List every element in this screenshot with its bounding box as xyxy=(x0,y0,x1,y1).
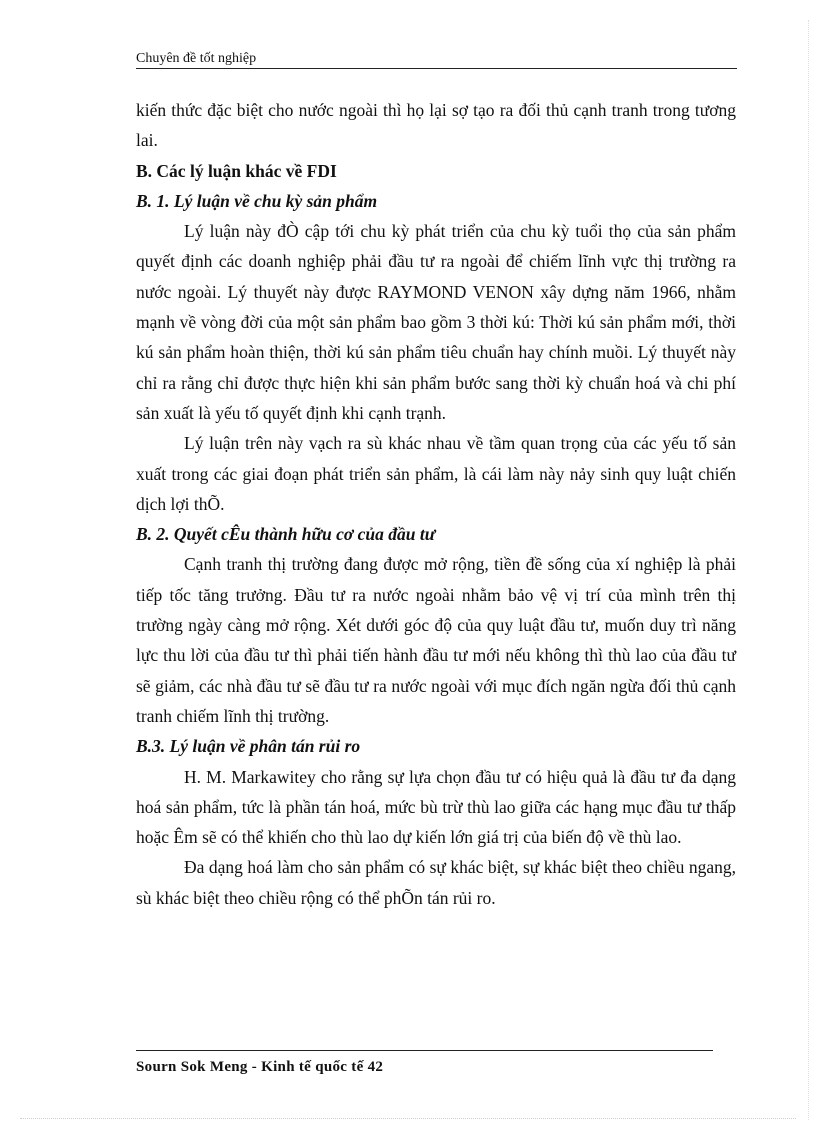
heading-b1: B. 1. Lý luận về chu kỳ sản phẩm xyxy=(136,190,378,211)
page-footer: Sourn Sok Meng - Kinh tế quốc tế 42 xyxy=(136,1059,384,1075)
paragraph-b3-2: Đa dạng hoá làm cho sản phẩm có sự khác biệt, sự khác biệt theo chiều ngang, sù khác biệt theo chiều rộng có thể phÕn tán rủi ro. xyxy=(136,857,736,908)
document-body xyxy=(136,95,736,913)
paragraph-b2: Cạnh tranh thị trường đang được mở rộng, tiền đề sống của xí nghiệp là phải tiếp tốc tăng trưởng. Đầu tư ra nước ngoài nhằm bảo vệ vị trí của mình trên thị trường ngày càng mở rộng. Xét dưới góc độ của quy luật đầu tư, muốn duy trì năng lực thu lời của đầu tư thì phải tiến hành đầu tư mới nếu không thì thù lao của đầu tư sẽ giảm, các nhà đầu tư sẽ đầu tư ra nước ngoài với mục đích ngăn ngừa đối thủ cạnh tranh chiếm lĩnh thị trường. xyxy=(136,554,736,726)
paragraph-intro: kiến thức đặc biệt cho nước ngoài thì họ lại sợ tạo ra đối thủ cạnh tranh trong tương lai. xyxy=(136,100,736,151)
header-rule xyxy=(136,68,737,69)
page-bottom-edge xyxy=(20,1118,796,1119)
paragraph-b1-1: Lý luận này đÒ cập tới chu kỳ phát triển của chu kỳ tuổi thọ của sản phẩm quyết định các doanh nghiệp phải đầu tư ra ngoài để chiếm lĩnh vực thị trường ra nước ngoài. Lý thuyết này được RAYMOND VENON xây dựng năm 1966, nhằm mạnh về vòng đời của một sản phẩm bao gồm 3 thời kú: Thời kú sản phẩm mới, thời kú sản phẩm hoàn thiện, thời kú sản phẩm tiêu chuẩn hay chính muồi. Lý thuyết này chỉ ra rằng chỉ được thực hiện khi sản phẩm bước sang thời kỳ chuẩn hoá và chi phí sản xuất là yếu tố quyết định khi cạnh trạnh. xyxy=(136,221,736,423)
heading-section-b: B. Các lý luận khác về FDI xyxy=(136,160,337,181)
heading-b3: B.3. Lý luận về phân tán rủi ro xyxy=(136,736,361,757)
page-right-edge xyxy=(808,20,809,1120)
paragraph-b3-1: H. M. Markawitey cho rằng sự lựa chọn đầu tư có hiệu quả là đầu tư đa dạng hoá sản phẩm, tức là phần tán hoá, mức bù trừ thù lao giữa các hạng mục đầu tư thấp hoặc Êm sẽ có thể khiến cho thù lao dự kiến lớn giá trị của biến độ về thù lao. xyxy=(136,766,736,848)
heading-b2: B. 2. Quyết cÊu thành hữu cơ của đầu tư xyxy=(136,524,436,545)
page-header: Chuyên đề tốt nghiệp xyxy=(136,51,257,66)
footer-rule xyxy=(136,1050,713,1051)
paragraph-b1-2: Lý luận trên này vạch ra sù khác nhau về tầm quan trọng của các yếu tố sản xuất trong các giai đoạn phát triển sản phẩm, là cái làm này nảy sinh quy luật chiến dịch lợi thÕ. xyxy=(136,433,736,514)
